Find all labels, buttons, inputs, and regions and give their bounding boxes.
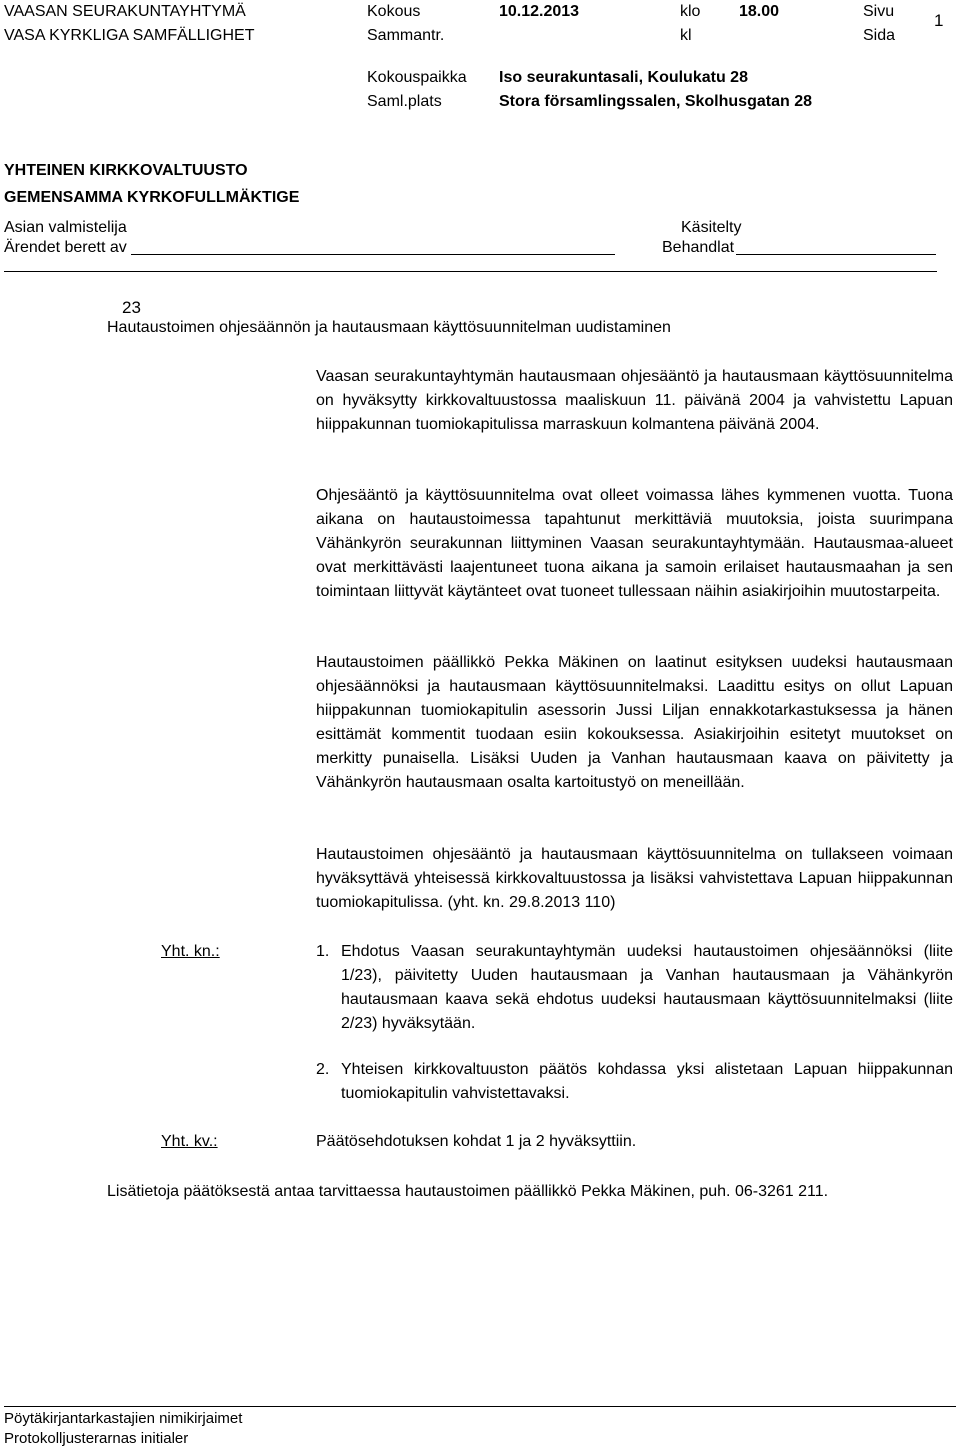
org-name-fi: VAASAN SEURAKUNTAYHTYMÄ: [4, 3, 246, 20]
prepared-by-label-fi: Asian valmistelija: [4, 219, 127, 236]
venue-label-fi: Kokouspaikka: [367, 69, 467, 86]
proposal-item-2-text: Yhteisen kirkkovaltuuston päätös kohdassa yksi alistetaan Lapuan hiippakunnan tuomiokapitulin vahvistettavaksi.: [341, 1061, 953, 1102]
meeting-time: 18.00: [739, 3, 780, 20]
proposal-label: Yht. kn.:: [161, 943, 220, 960]
paragraph-2: Ohjesääntö ja käyttösuunnitelma ovat olleet voimassa lähes kymmenen vuotta. Tuona aikana on hautaustoimessa tapahtunut merkittäviä muutoksia, joista suurimpana Vähänkyrön seurakunnan liittyminen Vaasan seurakuntayhtymään. Hautausmaa-alueet ovat merkittävästi laajentuneet tuona aikana ja samoin erilaiset hautausmaahan ja sen toimintaan liittyvät käytänteet ovat tuoneet tullessaan näihin asiakirjoihin muutostarpeita.: [316, 487, 953, 600]
venue-sv: Stora församlingssalen, Skolhusgatan 28: [499, 93, 812, 110]
prepared-by-label-sv: Ärendet berett av: [4, 239, 127, 256]
decision-text: Päätösehdotuksen kohdat 1 ja 2 hyväksyttiin.: [316, 1133, 637, 1150]
paragraph-3: Hautaustoimen päällikkö Pekka Mäkinen on laatinut esityksen uudeksi hautausmaan ohjesäännöksi ja hautausmaan käyttösuunnitelmaksi. Laadittu esitys on ollut Lapuan hiippakunnan tuomiokapitulin asessorin Jussi Liljan ennakkotarkastuksessa ja hänen esittämät kommentit tuodaan esiin kokouksessa. Asiakirjoihin esitetyt muutokset on merkitty punaisella. Lisäksi Uuden ja Vanhan hautausmaan kaava on päivitetty ja Vähänkyrön hautausmaan osalta kartoitustyö on meneillään.: [316, 654, 953, 791]
decision-label: Yht. kv.:: [161, 1133, 218, 1150]
prepared-by-line: [131, 254, 615, 255]
item-number: 23: [122, 298, 141, 317]
proposal-item-1-number: 1.: [316, 943, 330, 960]
meeting-label-sv: Sammantr.: [367, 27, 445, 44]
item-title: Hautaustoimen ohjesäännön ja hautausmaan käyttösuunnitelman uudistaminen: [107, 319, 671, 336]
meeting-label-fi: Kokous: [367, 3, 421, 20]
footer-initials-fi: Pöytäkirjantarkastajien nimikirjaimet: [4, 1410, 243, 1427]
time-label-sv: kl: [680, 27, 692, 44]
handled-label-sv: Behandlat: [662, 239, 735, 256]
handled-label-fi: Käsitelty: [681, 219, 742, 236]
paragraph-4: Hautaustoimen ohjesääntö ja hautausmaan käyttösuunnitelma on tullakseen voimaan hyväksyttävä yhteisessä kirkkovaltuustossa ja lisäksi vahvistettava Lapuan hiippakunnan tuomiokapitulissa. (yht. kn. 29.8.2013 110): [316, 846, 953, 911]
council-title-fi: YHTEINEN KIRKKOVALTUUSTO: [4, 162, 248, 179]
paragraph-1: Vaasan seurakuntayhtymän hautausmaan ohjesääntö ja hautausmaan käyttösuunnitelma on hyväksytty kirkkovaltuustossa maaliskuun 11. päivänä 2004 ja vahvistettu Lapuan hiippakunnan tuomiokapitulissa marraskuun kolmantena päivänä 2004.: [316, 368, 953, 433]
footer-initials-sv: Protokolljusterarnas initialer: [4, 1430, 189, 1447]
page-number: 1: [934, 11, 944, 30]
venue-fi: Iso seurakuntasali, Koulukatu 28: [499, 69, 748, 86]
separator-line: [4, 271, 937, 272]
org-name-sv: VASA KYRKLIGA SAMFÄLLIGHET: [4, 27, 255, 44]
contact-info: Lisätietoja päätöksestä antaa tarvittaessa hautaustoimen päällikkö Pekka Mäkinen, puh. 06-3261 211.: [107, 1183, 829, 1200]
page-label-fi: Sivu: [863, 3, 895, 20]
page-label-sv: Sida: [863, 27, 896, 44]
proposal-item-1-text: Ehdotus Vaasan seurakuntayhtymän uudeksi hautaustoimen ohjesäännöksi (liite 1/23), päivitetty Uuden hautausmaan ja Vanhan hautausmaan ja Vähänkyrön hautausmaan kaava sekä ehdotus uudeksi hautausmaan käyttösuunnitelmaksi (liite 2/23) hyväksytään.: [341, 943, 953, 1032]
council-title-sv: GEMENSAMMA KYRKOFULLMÄKTIGE: [4, 189, 300, 206]
time-label-fi: klo: [680, 3, 701, 20]
handled-line: [736, 254, 936, 255]
venue-label-sv: Saml.plats: [367, 93, 442, 110]
meeting-date: 10.12.2013: [499, 3, 580, 20]
proposal-item-2-number: 2.: [316, 1061, 330, 1078]
